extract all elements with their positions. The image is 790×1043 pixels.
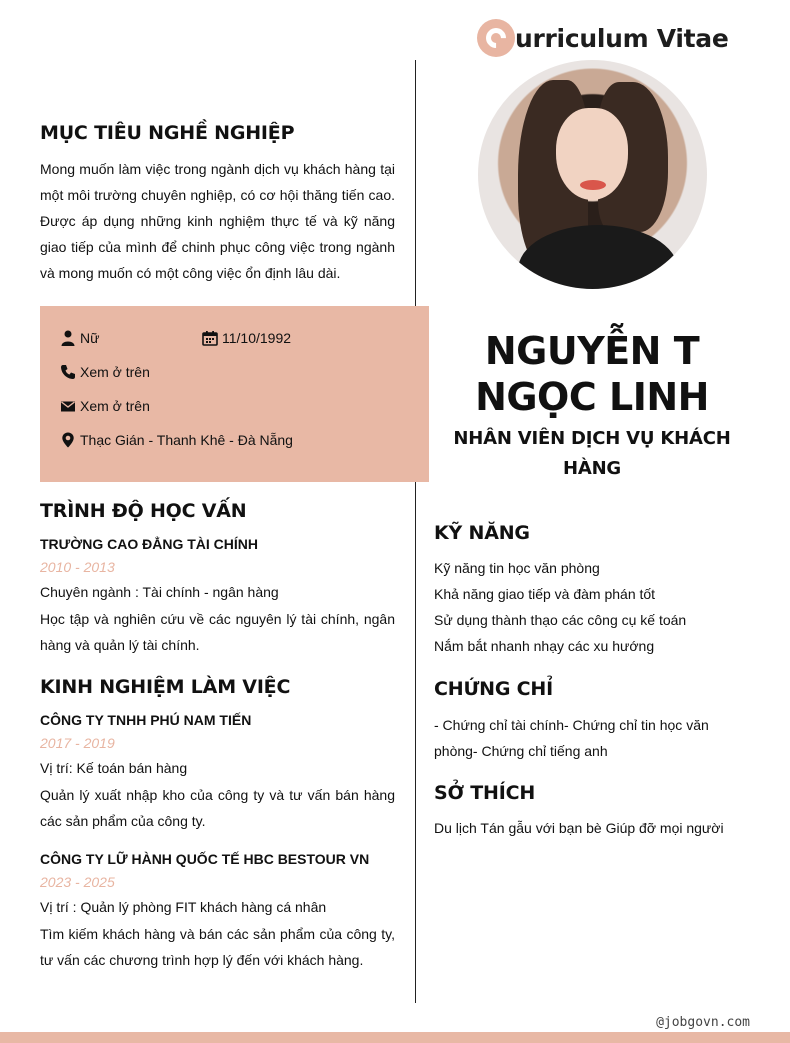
logo-text: urriculum Vitae: [515, 23, 729, 53]
personal-info-box: [40, 306, 429, 482]
footer-bar: [0, 1032, 790, 1043]
address-item: [60, 432, 293, 448]
education-description: Học tập và nghiên cứu về các nguyên lý tài chính, ngân hàng và quản lý tài chính.: [40, 611, 395, 653]
person-icon: [60, 330, 76, 346]
email-value: Xem ở trên: [80, 398, 150, 414]
skill-item: Nắm bắt nhanh nhạy các xu hướng: [434, 638, 655, 654]
hobbies-title: SỞ THÍCH: [434, 782, 536, 804]
location-pin-icon: [60, 432, 76, 448]
column-divider: [415, 60, 416, 1003]
job-1-period: 2017 - 2019: [40, 735, 115, 751]
job-2-period: 2023 - 2025: [40, 874, 115, 890]
phone-item: [60, 364, 150, 380]
hobbies-text: Du lịch Tán gẫu với bạn bè Giúp đỡ mọi người: [434, 820, 724, 836]
job-2-position: Vị trí : Quản lý phòng FIT khách hàng cá nhân: [40, 899, 327, 915]
skill-item: Khả năng giao tiếp và đàm phán tốt: [434, 586, 656, 602]
cv-logo: [477, 18, 729, 58]
logo-c-icon: [477, 19, 515, 57]
gender-item: [60, 330, 99, 346]
skill-item: Kỹ năng tin học văn phòng: [434, 560, 600, 576]
education-school: TRƯỜNG CAO ĐẲNG TÀI CHÍNH: [40, 536, 258, 552]
birthday-value: 11/10/1992: [222, 330, 292, 346]
job-2-description: Tìm kiếm khách hàng và bán các sản phẩm của công ty, tư vấn các chương trình hợp lý đến với khách hàng.: [40, 926, 395, 968]
education-major: Chuyên ngành : Tài chính - ngân hàng: [40, 584, 279, 600]
education-period: 2010 - 2013: [40, 559, 115, 575]
birthday-item: [202, 330, 291, 346]
email-item: [60, 398, 150, 414]
profile-photo: [478, 60, 707, 289]
education-title: TRÌNH ĐỘ HỌC VẤN: [40, 500, 247, 522]
footer-watermark: @jobgovn.com: [656, 1015, 750, 1030]
candidate-name: NGUYỄN T NGỌC LINH: [475, 329, 709, 419]
experience-title: KINH NGHIỆM LÀM VIỆC: [40, 676, 291, 698]
job-1-position: Vị trí: Kế toán bán hàng: [40, 760, 188, 776]
candidate-job-title: NHÂN VIÊN DỊCH VỤ KHÁCH HÀNG: [453, 428, 731, 479]
envelope-icon: [60, 398, 76, 414]
job-1-company: CÔNG TY TNHH PHÚ NAM TIẾN: [40, 712, 252, 728]
objective-text: Mong muốn làm việc trong ngành dịch vụ khách hàng tại một môi trường chuyên nghiệp, có cơ hội thăng tiến cao. Được áp dụng những kinh nghiệm thực tế và kỹ năng giao tiếp của mình để chinh phục công việc trong ngành và mong muốn có một công việc ổn định lâu dài.: [40, 161, 395, 281]
objective-title: MỤC TIÊU NGHỀ NGHIỆP: [40, 122, 295, 144]
phone-icon: [60, 364, 76, 380]
gender-value: Nữ: [80, 330, 100, 346]
calendar-icon: [202, 330, 218, 346]
skills-title: KỸ NĂNG: [434, 522, 530, 544]
skill-item: Sử dụng thành thạo các công cụ kế toán: [434, 612, 687, 628]
address-value: Thạc Gián - Thanh Khê - Đà Nẵng: [80, 432, 293, 448]
job-1-description: Quản lý xuất nhập kho của công ty và tư vấn bán hàng các sản phẩm của công ty.: [40, 787, 395, 829]
phone-value: Xem ở trên: [80, 364, 150, 380]
job-2-company: CÔNG TY LỮ HÀNH QUỐC TẾ HBC BESTOUR VN: [40, 851, 370, 867]
certificates-title: CHỨNG CHỈ: [434, 678, 553, 700]
certificates-text: - Chứng chỉ tài chính- Chứng chỉ tin học văn phòng- Chứng chỉ tiếng anh: [434, 717, 709, 759]
